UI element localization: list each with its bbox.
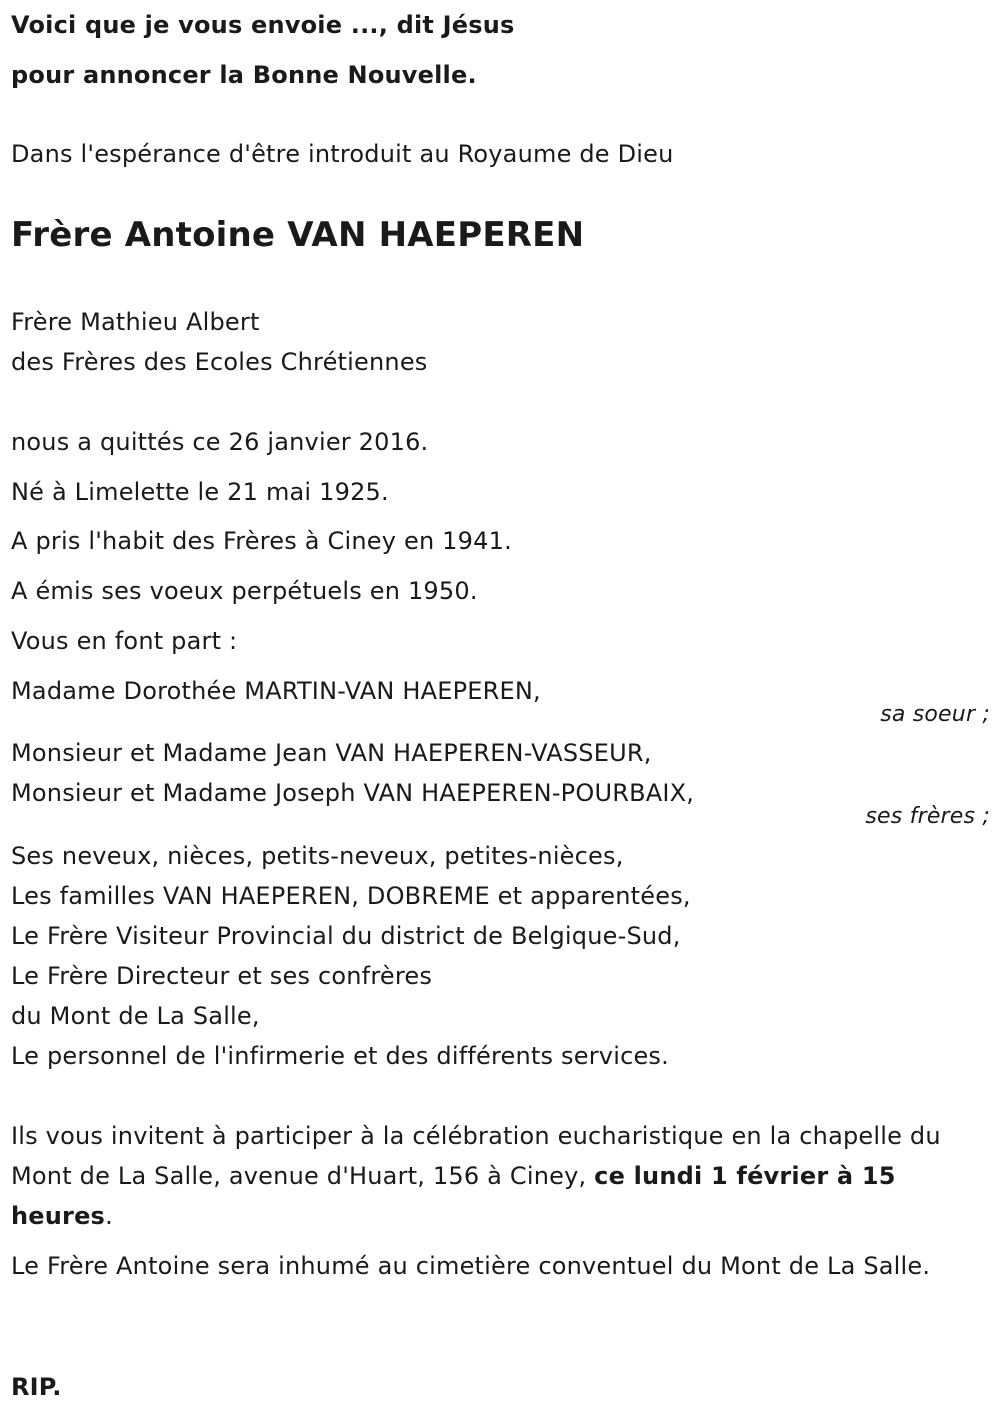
congregation: des Frères des Ecoles Chrétiennes xyxy=(11,348,428,376)
habit-line: A pris l'habit des Frères à Ciney en 1941. xyxy=(11,527,512,555)
brother-2-line: Monsieur et Madame Joseph VAN HAEPEREN-POURBAIX, xyxy=(11,779,695,807)
brother-1-line: Monsieur et Madame Jean VAN HAEPEREN-VASSEUR, xyxy=(11,739,652,767)
family-line: Le personnel de l'infirmerie et des différents services. xyxy=(11,1042,669,1070)
verse-line-1: Voici que je vous envoie ..., dit Jésus xyxy=(11,11,515,39)
burial-paragraph: Le Frère Antoine sera inhumé au cimetière conventuel du Mont de La Salle. xyxy=(11,1252,931,1280)
deceased-name: Frère Antoine VAN HAEPEREN xyxy=(11,215,585,255)
ceremony-text: Ils vous invitent à participer à la célébration eucharistique en la chapelle du Mont de La Salle, avenue d'Huart, 156 à Ciney, xyxy=(11,1122,941,1190)
family-line: du Mont de La Salle, xyxy=(11,1002,260,1030)
vows-line: A émis ses voeux perpétuels en 1950. xyxy=(11,577,478,605)
family-line: Ses neveux, nièces, petits-neveux, petites-nièces, xyxy=(11,842,624,870)
sister-relation: sa soeur ; xyxy=(880,702,990,727)
sister-line: Madame Dorothée MARTIN-VAN HAEPEREN, xyxy=(11,677,541,705)
verse-line-2: pour annoncer la Bonne Nouvelle. xyxy=(11,61,477,89)
ceremony-datetime: ce lundi 1 février à 15 heures xyxy=(11,1162,896,1230)
family-line: Le Frère Directeur et ses confrères xyxy=(11,962,433,990)
brothers-relation: ses frères ; xyxy=(865,804,990,829)
ceremony-paragraph xyxy=(11,1116,986,1236)
rip-line: RIP. xyxy=(11,1373,62,1401)
birth-date: Né à Limelette le 21 mai 1925. xyxy=(11,478,389,506)
death-date: nous a quittés ce 26 janvier 2016. xyxy=(11,428,429,456)
ceremony-end: . xyxy=(105,1202,113,1230)
announce-line: Vous en font part : xyxy=(11,627,238,655)
family-line: Le Frère Visiteur Provincial du district de Belgique-Sud, xyxy=(11,922,681,950)
hope-line: Dans l'espérance d'être introduit au Royaume de Dieu xyxy=(11,140,674,168)
family-line: Les familles VAN HAEPEREN, DOBREME et apparentées, xyxy=(11,882,691,910)
religious-name: Frère Mathieu Albert xyxy=(11,308,260,336)
